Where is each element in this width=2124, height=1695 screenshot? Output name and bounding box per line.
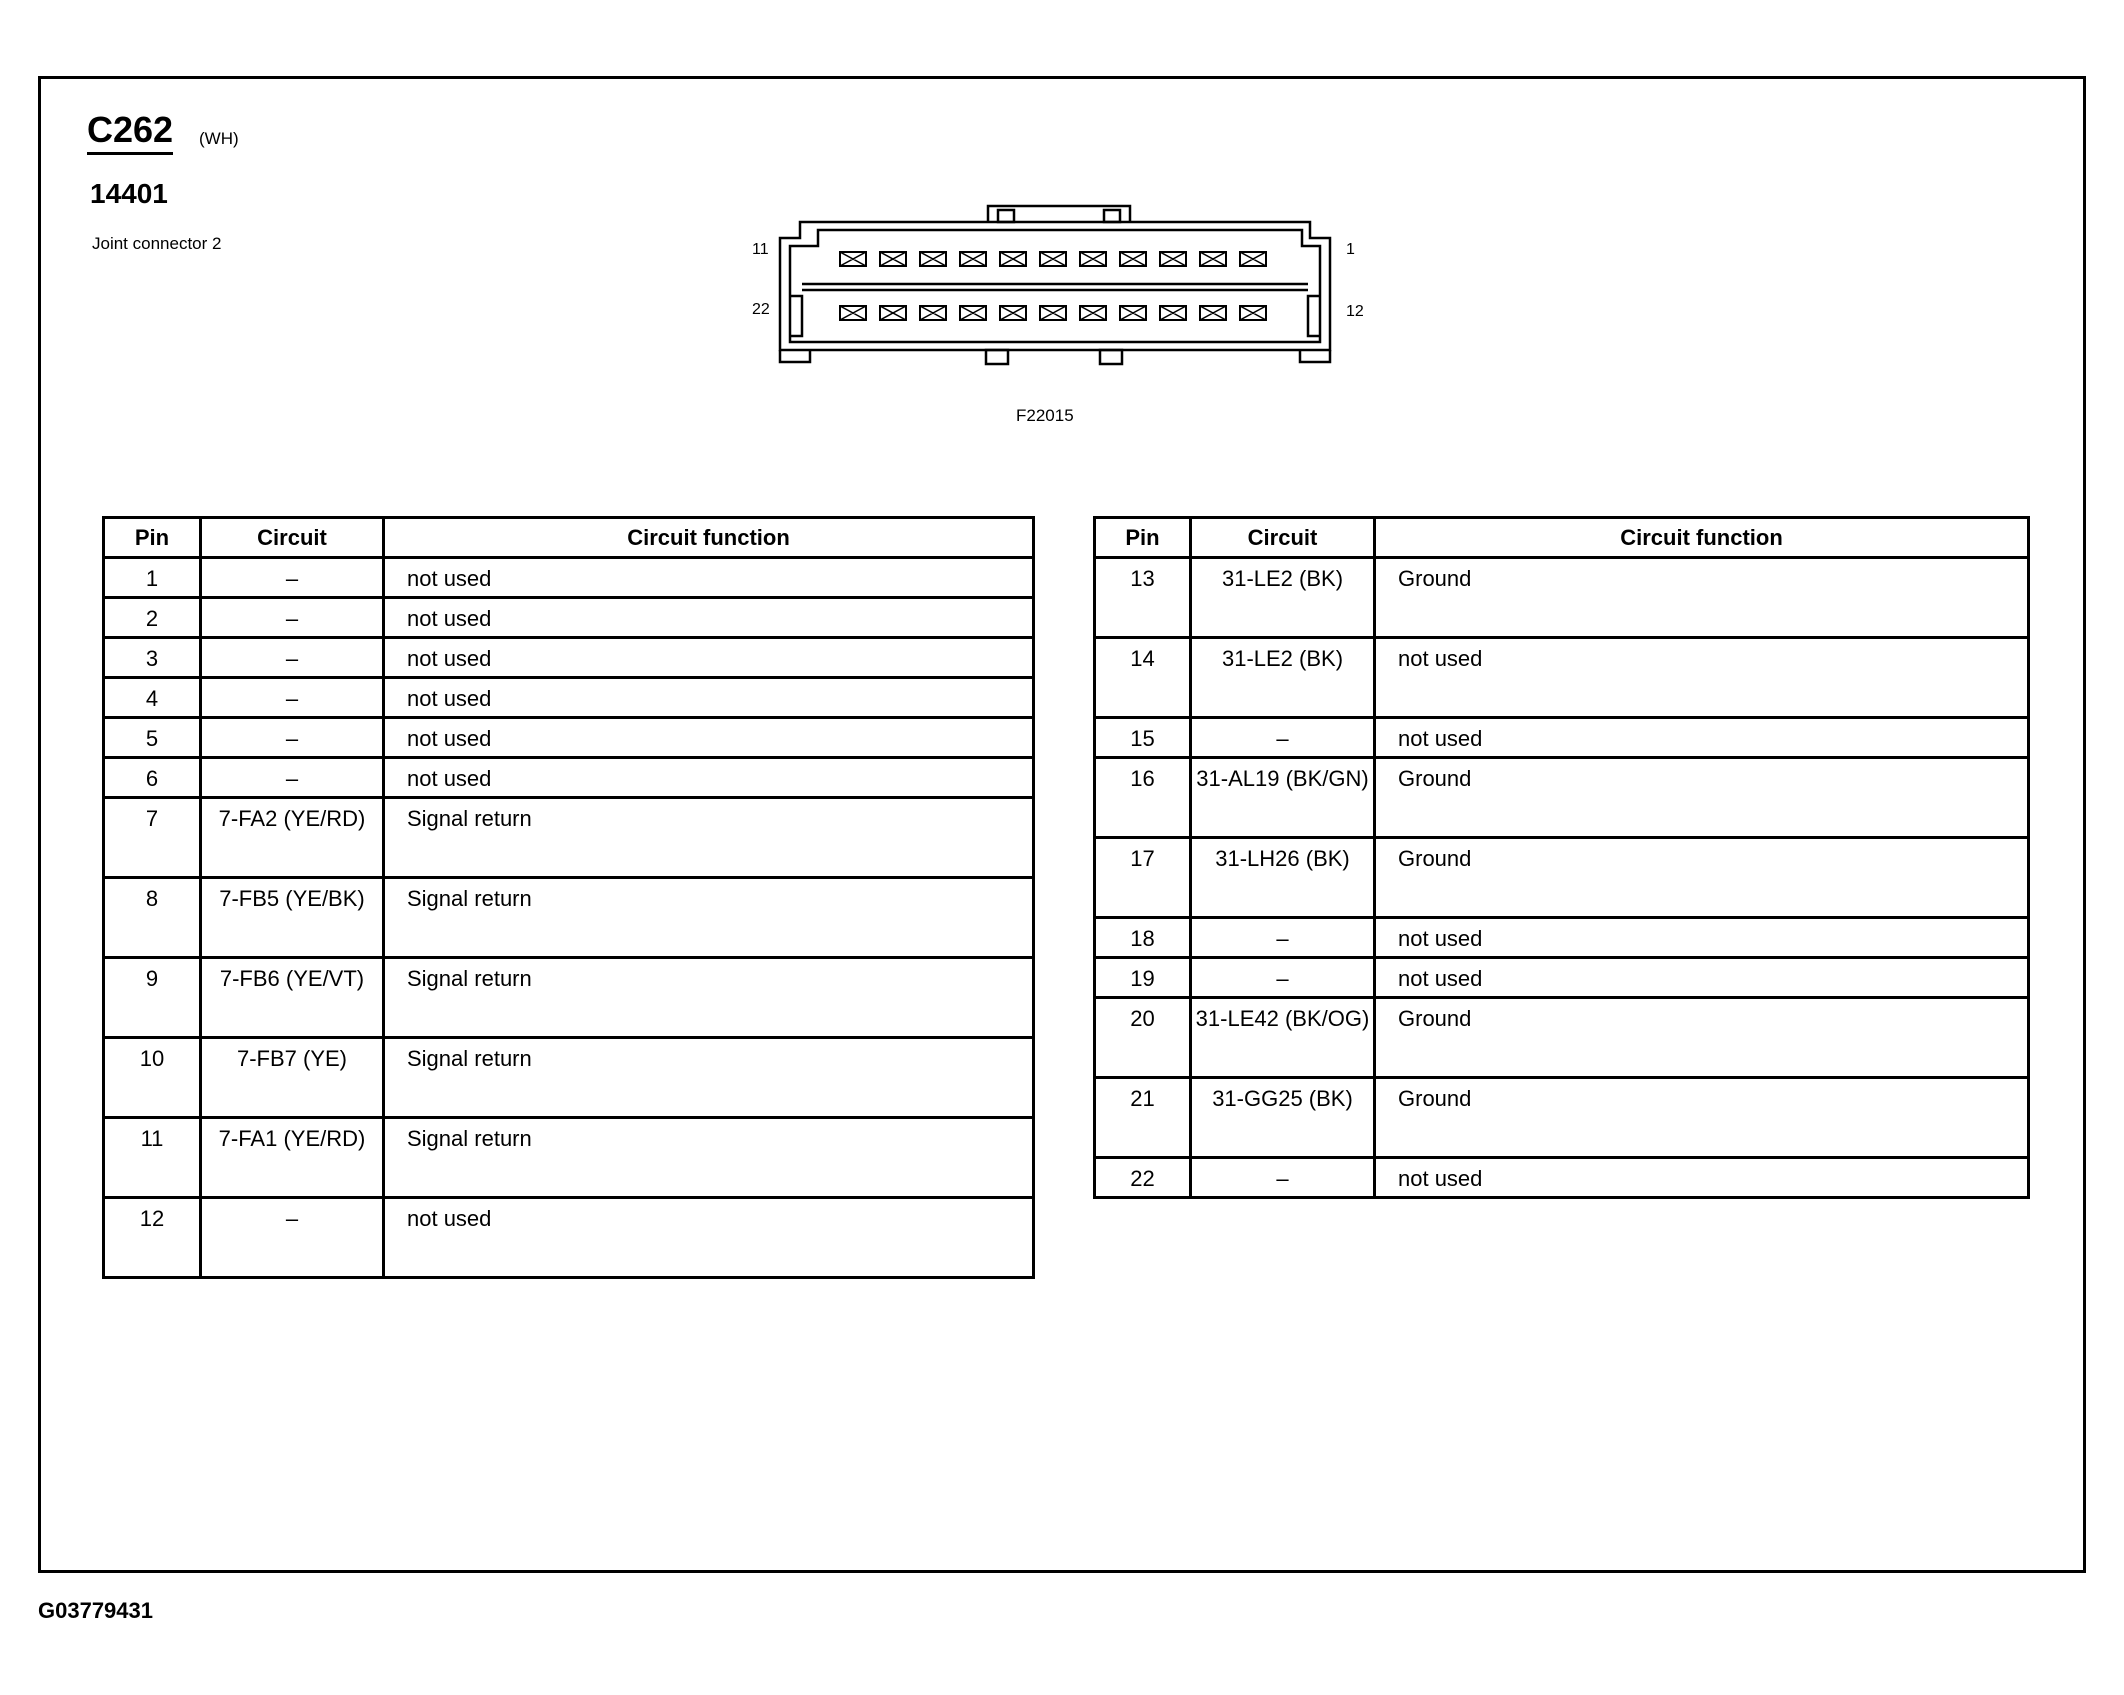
- header-circuit: Circuit: [1191, 518, 1375, 558]
- pin-number: 13: [1095, 558, 1191, 638]
- table-row: [104, 638, 1034, 678]
- circuit-code: –: [201, 598, 384, 638]
- circuit-code: –: [201, 678, 384, 718]
- circuit-code: 31-LH26 (BK): [1191, 838, 1375, 918]
- circuit-code: 7-FA2 (YE/RD): [201, 798, 384, 878]
- circuit-code: 7-FB7 (YE): [201, 1038, 384, 1118]
- circuit-function: not used: [384, 638, 1034, 678]
- table-row: [104, 598, 1034, 638]
- circuit-code: –: [1191, 958, 1375, 998]
- circuit-function: not used: [384, 598, 1034, 638]
- pin-table-left: [102, 516, 1035, 1279]
- circuit-function: Signal return: [384, 798, 1034, 878]
- circuit-code: –: [201, 1198, 384, 1278]
- document-code: G03779431: [38, 1598, 153, 1623]
- circuit-function: not used: [384, 558, 1034, 598]
- pin-number: 19: [1095, 958, 1191, 998]
- pin-number: 10: [104, 1038, 201, 1118]
- table-header-row: [1095, 518, 2029, 558]
- circuit-function: Ground: [1375, 558, 2029, 638]
- circuit-function: not used: [384, 1198, 1034, 1278]
- pin-number: 11: [104, 1118, 201, 1198]
- circuit-code: –: [1191, 1158, 1375, 1198]
- connector-color: (WH): [199, 129, 239, 148]
- circuit-function: not used: [1375, 958, 2029, 998]
- circuit-code: 31-AL19 (BK/GN): [1191, 758, 1375, 838]
- circuit-function: Ground: [1375, 1078, 2029, 1158]
- table-header-row: [104, 518, 1034, 558]
- table-row: [1095, 838, 2029, 918]
- circuit-function: Signal return: [384, 878, 1034, 958]
- pin-number: 15: [1095, 718, 1191, 758]
- table-row: [104, 1118, 1034, 1198]
- circuit-function: Ground: [1375, 838, 2029, 918]
- pin-number: 20: [1095, 998, 1191, 1078]
- circuit-code: –: [201, 638, 384, 678]
- pin-number: 16: [1095, 758, 1191, 838]
- table-row: [1095, 558, 2029, 638]
- circuit-function: not used: [384, 758, 1034, 798]
- circuit-code: 31-GG25 (BK): [1191, 1078, 1375, 1158]
- circuit-code: 7-FA1 (YE/RD): [201, 1118, 384, 1198]
- pin-number: 17: [1095, 838, 1191, 918]
- circuit-code: –: [201, 558, 384, 598]
- pin-number: 12: [104, 1198, 201, 1278]
- pin-number: 7: [104, 798, 201, 878]
- table-row: [104, 1198, 1034, 1278]
- circuit-code: 31-LE2 (BK): [1191, 638, 1375, 718]
- connector-drawing: [740, 196, 1380, 371]
- table-row: [104, 718, 1034, 758]
- table-row: [104, 558, 1034, 598]
- circuit-function: not used: [1375, 918, 2029, 958]
- circuit-code: 31-LE2 (BK): [1191, 558, 1375, 638]
- circuit-code: –: [1191, 918, 1375, 958]
- circuit-function: Signal return: [384, 1118, 1034, 1198]
- circuit-function: Ground: [1375, 998, 2029, 1078]
- circuit-function: Signal return: [384, 958, 1034, 1038]
- circuit-function: not used: [384, 718, 1034, 758]
- table-row: [1095, 1158, 2029, 1198]
- table-row: [1095, 758, 2029, 838]
- header-function: Circuit function: [384, 518, 1034, 558]
- circuit-code: –: [201, 758, 384, 798]
- pin-number: 21: [1095, 1078, 1191, 1158]
- table-row: [1095, 918, 2029, 958]
- pin-number: 9: [104, 958, 201, 1038]
- pin-number: 6: [104, 758, 201, 798]
- table-row: [1095, 998, 2029, 1078]
- circuit-code: –: [201, 718, 384, 758]
- pin-number: 5: [104, 718, 201, 758]
- table-row: [1095, 638, 2029, 718]
- header-circuit: Circuit: [201, 518, 384, 558]
- header-pin: Pin: [104, 518, 201, 558]
- circuit-function: not used: [1375, 638, 2029, 718]
- connector-name: Joint connector 2: [92, 234, 222, 253]
- circuit-code: 31-LE42 (BK/OG): [1191, 998, 1375, 1078]
- pin-number: 1: [104, 558, 201, 598]
- pin-number: 4: [104, 678, 201, 718]
- pin-label-bottom-right: 12: [1346, 303, 1364, 320]
- pin-label-top-left: 11: [752, 241, 769, 258]
- table-row: [1095, 718, 2029, 758]
- connector-id: C262: [87, 112, 173, 155]
- table-row: [104, 878, 1034, 958]
- circuit-function: not used: [384, 678, 1034, 718]
- pin-number: 8: [104, 878, 201, 958]
- pin-number: 2: [104, 598, 201, 638]
- pin-number: 14: [1095, 638, 1191, 718]
- table-row: [104, 758, 1034, 798]
- part-number: 14401: [90, 178, 168, 209]
- circuit-function: Signal return: [384, 1038, 1034, 1118]
- table-row: [104, 678, 1034, 718]
- circuit-code: 7-FB6 (YE/VT): [201, 958, 384, 1038]
- pin-number: 18: [1095, 918, 1191, 958]
- pin-label-top-right: 1: [1346, 241, 1355, 258]
- circuit-function: not used: [1375, 718, 2029, 758]
- table-row: [1095, 958, 2029, 998]
- header-function: Circuit function: [1375, 518, 2029, 558]
- circuit-code: 7-FB5 (YE/BK): [201, 878, 384, 958]
- table-row: [104, 1038, 1034, 1118]
- table-row: [104, 958, 1034, 1038]
- header-pin: Pin: [1095, 518, 1191, 558]
- circuit-function: not used: [1375, 1158, 2029, 1198]
- table-row: [1095, 1078, 2029, 1158]
- circuit-function: Ground: [1375, 758, 2029, 838]
- pin-number: 22: [1095, 1158, 1191, 1198]
- pin-label-bottom-left: 22: [752, 301, 770, 318]
- pin-table-right: [1093, 516, 2030, 1199]
- circuit-code: –: [1191, 718, 1375, 758]
- figure-code: F22015: [1016, 406, 1074, 425]
- pin-number: 3: [104, 638, 201, 678]
- table-row: [104, 798, 1034, 878]
